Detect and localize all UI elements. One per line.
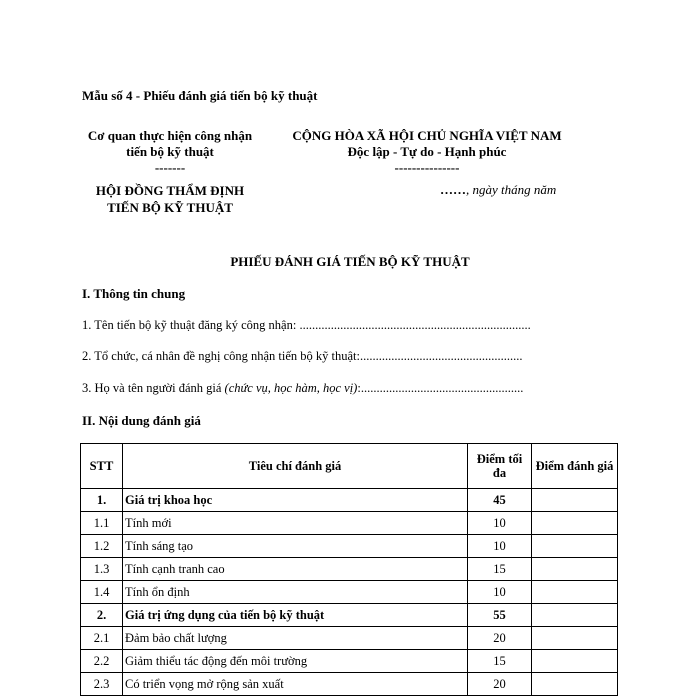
field-evaluator-prefix: 3. Họ và tên người đánh giá (82, 381, 225, 395)
header-max-score: Điểm tối đa (468, 444, 532, 489)
nation-motto: Độc lập - Tự do - Hạnh phúc (347, 144, 507, 159)
date-text: , ngày tháng năm (466, 182, 557, 197)
row-criteria: Tính sáng tạo (123, 535, 468, 558)
nation-name: CỘNG HÒA XÃ HỘI CHỦ NGHĨA VIỆT NAM (292, 128, 562, 143)
field-evaluator-italic: (chức vụ, học hàm, học vị) (224, 381, 358, 395)
row-stt: 1. (81, 489, 123, 512)
row-score-cell[interactable] (532, 489, 618, 512)
agency-block (80, 128, 260, 176)
table-row (81, 558, 618, 581)
council-line-2: TIẾN BỘ KỸ THUẬT (107, 200, 233, 215)
row-max-score: 45 (468, 489, 532, 512)
row-score-cell[interactable] (532, 650, 618, 673)
row-criteria: Giá trị khoa học (123, 489, 468, 512)
row-criteria: Tính ổn định (123, 581, 468, 604)
row-stt: 2.3 (81, 673, 123, 696)
section-evaluation-content: II. Nội dung đánh giá (82, 413, 201, 428)
row-criteria: Giảm thiểu tác động đến môi trường (123, 650, 468, 673)
row-criteria: Có triển vọng mở rộng sản xuất (123, 673, 468, 696)
row-score-cell[interactable] (532, 535, 618, 558)
row-criteria: Tính cạnh tranh cao (123, 558, 468, 581)
row-stt: 1.4 (81, 581, 123, 604)
form-code: Mẫu số 4 - Phiếu đánh giá tiến bộ kỹ thuật (82, 88, 318, 103)
table-row (81, 512, 618, 535)
field-evaluator-suffix: :.................................................... (357, 381, 524, 395)
table-row (81, 627, 618, 650)
field-technology-name: 1. Tên tiến bộ kỹ thuật đăng ký công nhận: .......................................................................... (82, 318, 531, 332)
nation-separator: --------------- (394, 160, 460, 175)
agency-line-1: Cơ quan thực hiện công nhận (87, 128, 253, 143)
row-stt: 2.1 (81, 627, 123, 650)
row-score-cell[interactable] (532, 558, 618, 581)
table-row (81, 489, 618, 512)
table-row (81, 673, 618, 696)
header-criteria: Tiêu chí đánh giá (123, 444, 468, 489)
table-row (81, 604, 618, 627)
row-criteria: Giá trị ứng dụng của tiến bộ kỹ thuật (123, 604, 468, 627)
row-score-cell[interactable] (532, 627, 618, 650)
row-stt: 2. (81, 604, 123, 627)
table-row (81, 535, 618, 558)
table-row (81, 650, 618, 673)
document-title: PHIẾU ĐÁNH GIÁ TIẾN BỘ KỸ THUẬT (230, 254, 470, 269)
council-block (80, 182, 260, 216)
evaluation-table (80, 443, 618, 696)
row-score-cell[interactable] (532, 673, 618, 696)
row-stt: 1.3 (81, 558, 123, 581)
row-stt: 2.2 (81, 650, 123, 673)
row-max-score: 55 (468, 604, 532, 627)
field-proposer: 2. Tổ chức, cá nhân đề nghị công nhận tiến bộ kỹ thuật:.................................................... (82, 349, 523, 363)
table-header-row (81, 444, 618, 489)
date-line (440, 182, 556, 198)
row-max-score: 20 (468, 673, 532, 696)
row-stt: 1.1 (81, 512, 123, 535)
field-evaluator (82, 381, 523, 396)
header-score: Điểm đánh giá (532, 444, 618, 489)
row-criteria: Đảm bảo chất lượng (123, 627, 468, 650)
row-max-score: 15 (468, 558, 532, 581)
row-max-score: 15 (468, 650, 532, 673)
row-max-score: 10 (468, 512, 532, 535)
row-stt: 1.2 (81, 535, 123, 558)
national-motto-block (272, 128, 582, 176)
row-score-cell[interactable] (532, 604, 618, 627)
row-score-cell[interactable] (532, 512, 618, 535)
header-stt: STT (81, 444, 123, 489)
table-row (81, 581, 618, 604)
date-dots: …… (440, 182, 466, 197)
council-line-1: HỘI ĐỒNG THẨM ĐỊNH (95, 183, 245, 198)
row-max-score: 10 (468, 535, 532, 558)
row-score-cell[interactable] (532, 581, 618, 604)
row-criteria: Tính mới (123, 512, 468, 535)
section-general-info: I. Thông tin chung (82, 286, 186, 301)
row-max-score: 10 (468, 581, 532, 604)
agency-line-2: tiến bộ kỹ thuật (126, 144, 214, 159)
row-max-score: 20 (468, 627, 532, 650)
agency-separator: ------- (154, 160, 186, 175)
